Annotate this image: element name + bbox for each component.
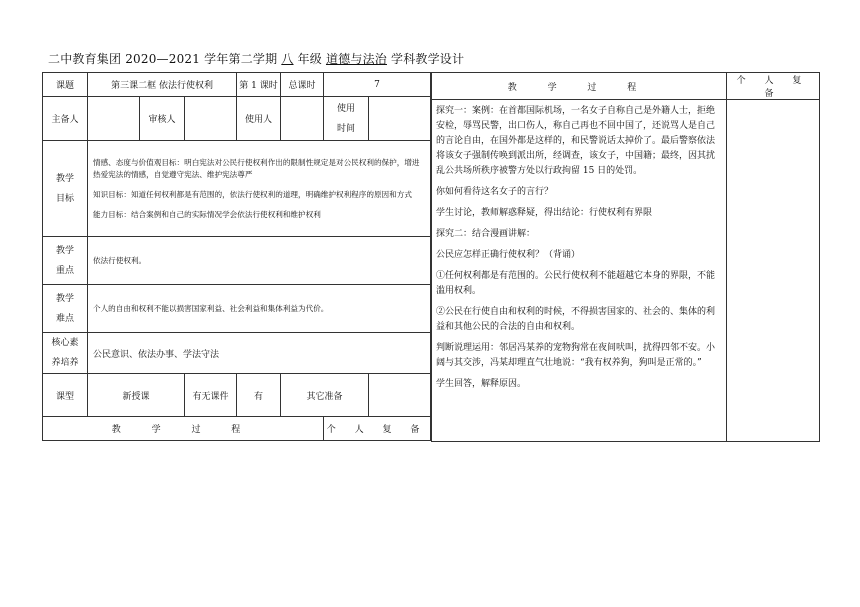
- row-lesson-type: [43, 374, 431, 417]
- question-rights: 公民应怎样正确行使权利？（背诵）: [436, 250, 581, 260]
- goals-label: [43, 141, 88, 237]
- courseware-value: 有: [237, 374, 281, 417]
- total-hours-value: 7: [324, 73, 431, 97]
- row-staff: [43, 97, 431, 141]
- time-label-line2: 时间: [337, 123, 356, 134]
- period-label: 第 1 课时: [237, 73, 281, 97]
- total-hours-label: 总课时: [281, 73, 324, 97]
- courseware-label: 有无课件: [185, 374, 237, 417]
- key-points-value: 依法行使权利。: [88, 237, 431, 285]
- reviewer-value: [185, 97, 237, 141]
- user-value: [281, 97, 324, 141]
- header-grade: 八: [281, 52, 294, 66]
- question-view: 你如何看待这名女子的言行？: [436, 187, 554, 197]
- other-prep-value: [369, 374, 431, 417]
- literacy-label: [43, 333, 88, 374]
- preparer-label: 主备人: [43, 97, 88, 141]
- review-content: [727, 100, 820, 442]
- student-answer: 学生回答，解释原因。: [436, 379, 527, 389]
- time-value: [369, 97, 431, 141]
- point-one: ①任何权利都是有范围的。公民行使权利不能超越它本身的界限，不能滥用权利。: [436, 271, 716, 296]
- inquiry-one-case: 探究一：案例：在首都国际机场，一名女子自称自己是外籍人士，拒绝安检，辱骂民警，出口伤人，称自己再也不回中国了，还说骂人是自己的言论自由，在国外都是这样的，和民警说话太掉价了。最后警察依法将该女子强制传唤到派出所，经调查，该女子，中国籍；最终，因其扰乱公共场所秩序被警方处以行政拘留 15 日的处罚。: [436, 106, 716, 176]
- lesson-type-label: 课型: [43, 374, 88, 417]
- key-points-label-line1: 教学: [55, 245, 74, 256]
- row-goals: [43, 141, 431, 237]
- reviewer-label: 审核人: [140, 97, 185, 141]
- goals-label-line1: 教学: [55, 173, 74, 184]
- literacy-label-line1: 核心素: [51, 338, 79, 348]
- discussion-conclusion: 学生讨论，教师解惑释疑，得出结论：行使权利有界限: [436, 208, 653, 218]
- user-label: 使用人: [237, 97, 281, 141]
- process-header: 教 学 过 程: [432, 73, 727, 100]
- goal-knowledge: 知识目标：知道任何权利都是有范围的，依法行使权利的道理，明确维护权利程序的原因和方式: [93, 189, 412, 199]
- header-subject: 道德与法治: [325, 52, 387, 66]
- header-grade-suffix: 年级: [293, 52, 326, 66]
- goal-ability: 能力目标：结合案例和自己的实际情况学会依法行使权利和维护权利: [93, 209, 321, 219]
- preparer-value: [88, 97, 140, 141]
- footer-review-header: 个 人 复 备: [324, 417, 431, 441]
- lesson-type-value: 新授课: [88, 374, 185, 417]
- difficulties-value: 个人的自由和权利不能以损害国家利益、社会利益和集体利益为代价。: [88, 285, 431, 333]
- row-difficulties: [43, 285, 431, 333]
- right-process-table: [431, 72, 820, 442]
- row-key-points: [43, 237, 431, 285]
- literacy-label-line2: 养培养: [51, 358, 79, 368]
- goal-emotion: 情感、态度与价值观目标：明白宪法对公民行使权利作出的限制性规定是对公民权利的保护，增进热爱宪法的情感，自觉遵守宪法、维护宪法尊严: [93, 157, 420, 179]
- header-suffix: 学科教学设计: [386, 52, 465, 66]
- course-label: 课题: [43, 73, 88, 97]
- goals-content: [88, 141, 431, 237]
- goals-label-line2: 目标: [55, 193, 74, 204]
- point-two: ②公民在行使自由和权利的时候，不得损害国家的、社会的、集体的利益和其他公民的合法的自由和权利。: [436, 307, 716, 332]
- footer-process-header: 教 学 过 程: [43, 417, 324, 441]
- other-prep-label: 其它准备: [281, 374, 369, 417]
- key-points-label: [43, 237, 88, 285]
- difficulties-label: [43, 285, 88, 333]
- document-header: [48, 50, 464, 67]
- inquiry-two: 探究二：结合漫画讲解：: [436, 229, 536, 239]
- right-header-row: [432, 73, 820, 100]
- row-literacy: [43, 333, 431, 374]
- row-footer-headers: [43, 417, 431, 441]
- time-label: [324, 97, 369, 141]
- review-header: 个 人 复 备: [727, 73, 820, 100]
- key-points-label-line2: 重点: [55, 265, 74, 276]
- course-value: 第三课二框 依法行使权利: [88, 73, 237, 97]
- right-content-row: [432, 100, 820, 442]
- process-content: [432, 100, 727, 442]
- time-label-line1: 使用: [337, 103, 356, 114]
- left-lesson-table: [42, 72, 431, 441]
- difficulties-label-line1: 教学: [55, 293, 74, 304]
- row-course: [43, 73, 431, 97]
- header-prefix: 二中教育集团 2020—2021 学年第二学期: [48, 52, 282, 66]
- judgment-application: 判断说理运用：邻居冯某养的宠物狗常在夜间吠叫，扰得四邻不安。小阔与其交涉，冯某却理直气壮地说：“我有权养狗，狗叫是正常的。”: [436, 343, 716, 368]
- difficulties-label-line2: 难点: [55, 313, 74, 324]
- literacy-value: 公民意识、依法办事、学法守法: [88, 333, 431, 374]
